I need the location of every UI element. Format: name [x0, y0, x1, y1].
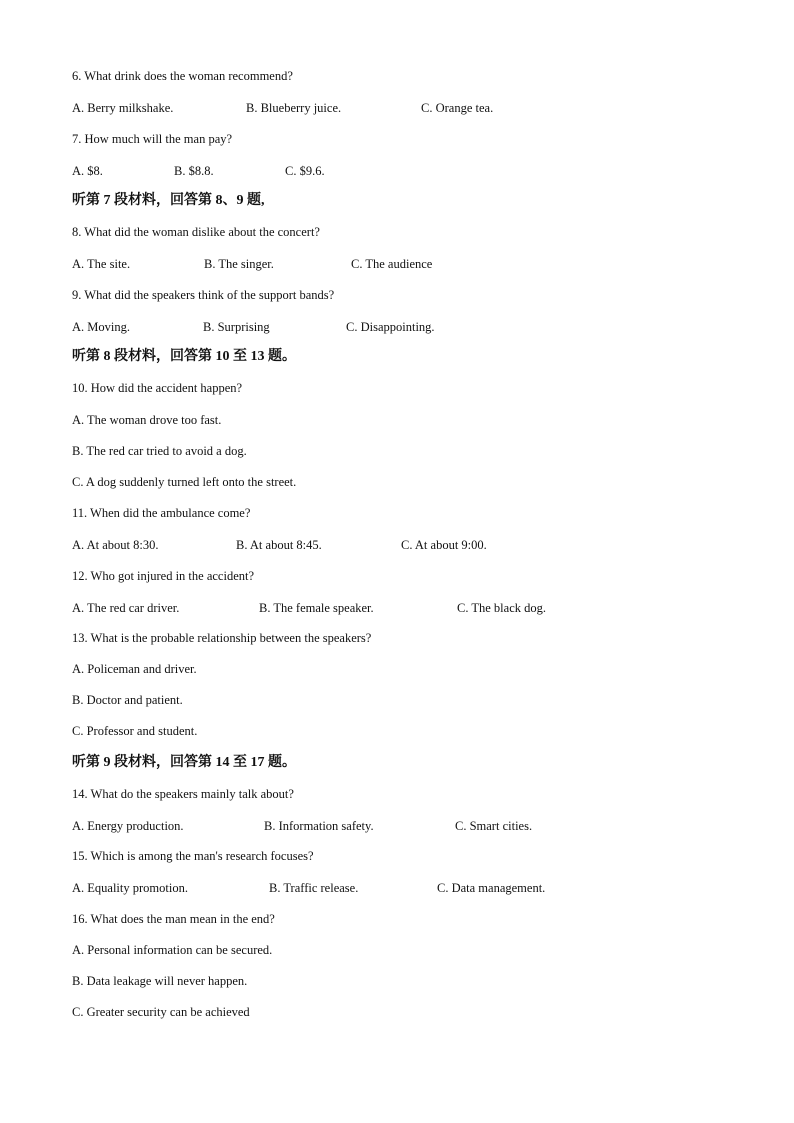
- question-12-option-b: B. The female speaker.: [259, 601, 374, 615]
- question-14-option-b: B. Information safety.: [264, 819, 374, 833]
- question-9-option-a: A. Moving.: [72, 320, 130, 334]
- question-9-option-b: B. Surprising: [203, 320, 270, 334]
- section-9-heading: 听第 9 段材料，回答第 14 至 17 题。: [72, 755, 296, 770]
- question-11-stem: 11. When did the ambulance come?: [72, 506, 251, 520]
- question-11-option-a: A. At about 8:30.: [72, 538, 159, 552]
- question-8-option-b: B. The singer.: [204, 257, 274, 271]
- question-15-option-c: C. Data management.: [437, 881, 546, 895]
- question-16-stem: 16. What does the man mean in the end?: [72, 912, 275, 926]
- question-12-option-c: C. The black dog.: [457, 601, 546, 615]
- question-15-option-b: B. Traffic release.: [269, 881, 359, 895]
- question-7-stem: 7. How much will the man pay?: [72, 132, 233, 146]
- question-10-option-c: C. A dog suddenly turned left onto the street.: [72, 475, 297, 489]
- question-10-stem: 10. How did the accident happen?: [72, 381, 243, 395]
- question-13-option-b: B. Doctor and patient.: [72, 693, 183, 707]
- question-11-option-b: B. At about 8:45.: [236, 538, 322, 552]
- question-14-option-a: A. Energy production.: [72, 819, 184, 833]
- section-8-heading: 听第 8 段材料，回答第 10 至 13 题。: [72, 349, 296, 364]
- question-8-option-a: A. The site.: [72, 257, 131, 271]
- question-10-option-b: B. The red car tried to avoid a dog.: [72, 444, 247, 458]
- question-15-option-a: A. Equality promotion.: [72, 881, 188, 895]
- question-15-stem: 15. Which is among the man's research focuses?: [72, 849, 314, 863]
- question-11-option-c: C. At about 9:00.: [401, 538, 487, 552]
- question-14-stem: 14. What do the speakers mainly talk about?: [72, 787, 294, 801]
- question-7-option-b: B. $8.8.: [174, 164, 214, 178]
- question-16-option-c: C. Greater security can be achieved: [72, 1005, 250, 1019]
- question-14-option-c: C. Smart cities.: [455, 819, 533, 833]
- section-7-heading: 听第 7 段材料，回答第 8、9 题,: [72, 193, 265, 208]
- question-7-option-a: A. $8.: [72, 164, 103, 178]
- question-9-stem: 9. What did the speakers think of the support bands?: [72, 288, 335, 302]
- question-16-option-b: B. Data leakage will never happen.: [72, 974, 248, 988]
- question-13-option-c: C. Professor and student.: [72, 724, 198, 738]
- question-12-option-a: A. The red car driver.: [72, 601, 180, 615]
- question-13-option-a: A. Policeman and driver.: [72, 662, 197, 676]
- question-6-option-b: B. Blueberry juice.: [246, 101, 342, 115]
- question-12-stem: 12. Who got injured in the accident?: [72, 569, 255, 583]
- question-9-option-c: C. Disappointing.: [346, 320, 435, 334]
- question-13-stem: 13. What is the probable relationship between the speakers?: [72, 631, 372, 645]
- question-7-option-c: C. $9.6.: [285, 164, 325, 178]
- question-8-stem: 8. What did the woman dislike about the concert?: [72, 225, 320, 239]
- question-8-option-c: C. The audience: [351, 257, 433, 271]
- question-6-option-a: A. Berry milkshake.: [72, 101, 174, 115]
- question-10-option-a: A. The woman drove too fast.: [72, 413, 222, 427]
- question-16-option-a: A. Personal information can be secured.: [72, 943, 273, 957]
- question-6-stem: 6. What drink does the woman recommend?: [72, 69, 293, 83]
- question-6-option-c: C. Orange tea.: [421, 101, 494, 115]
